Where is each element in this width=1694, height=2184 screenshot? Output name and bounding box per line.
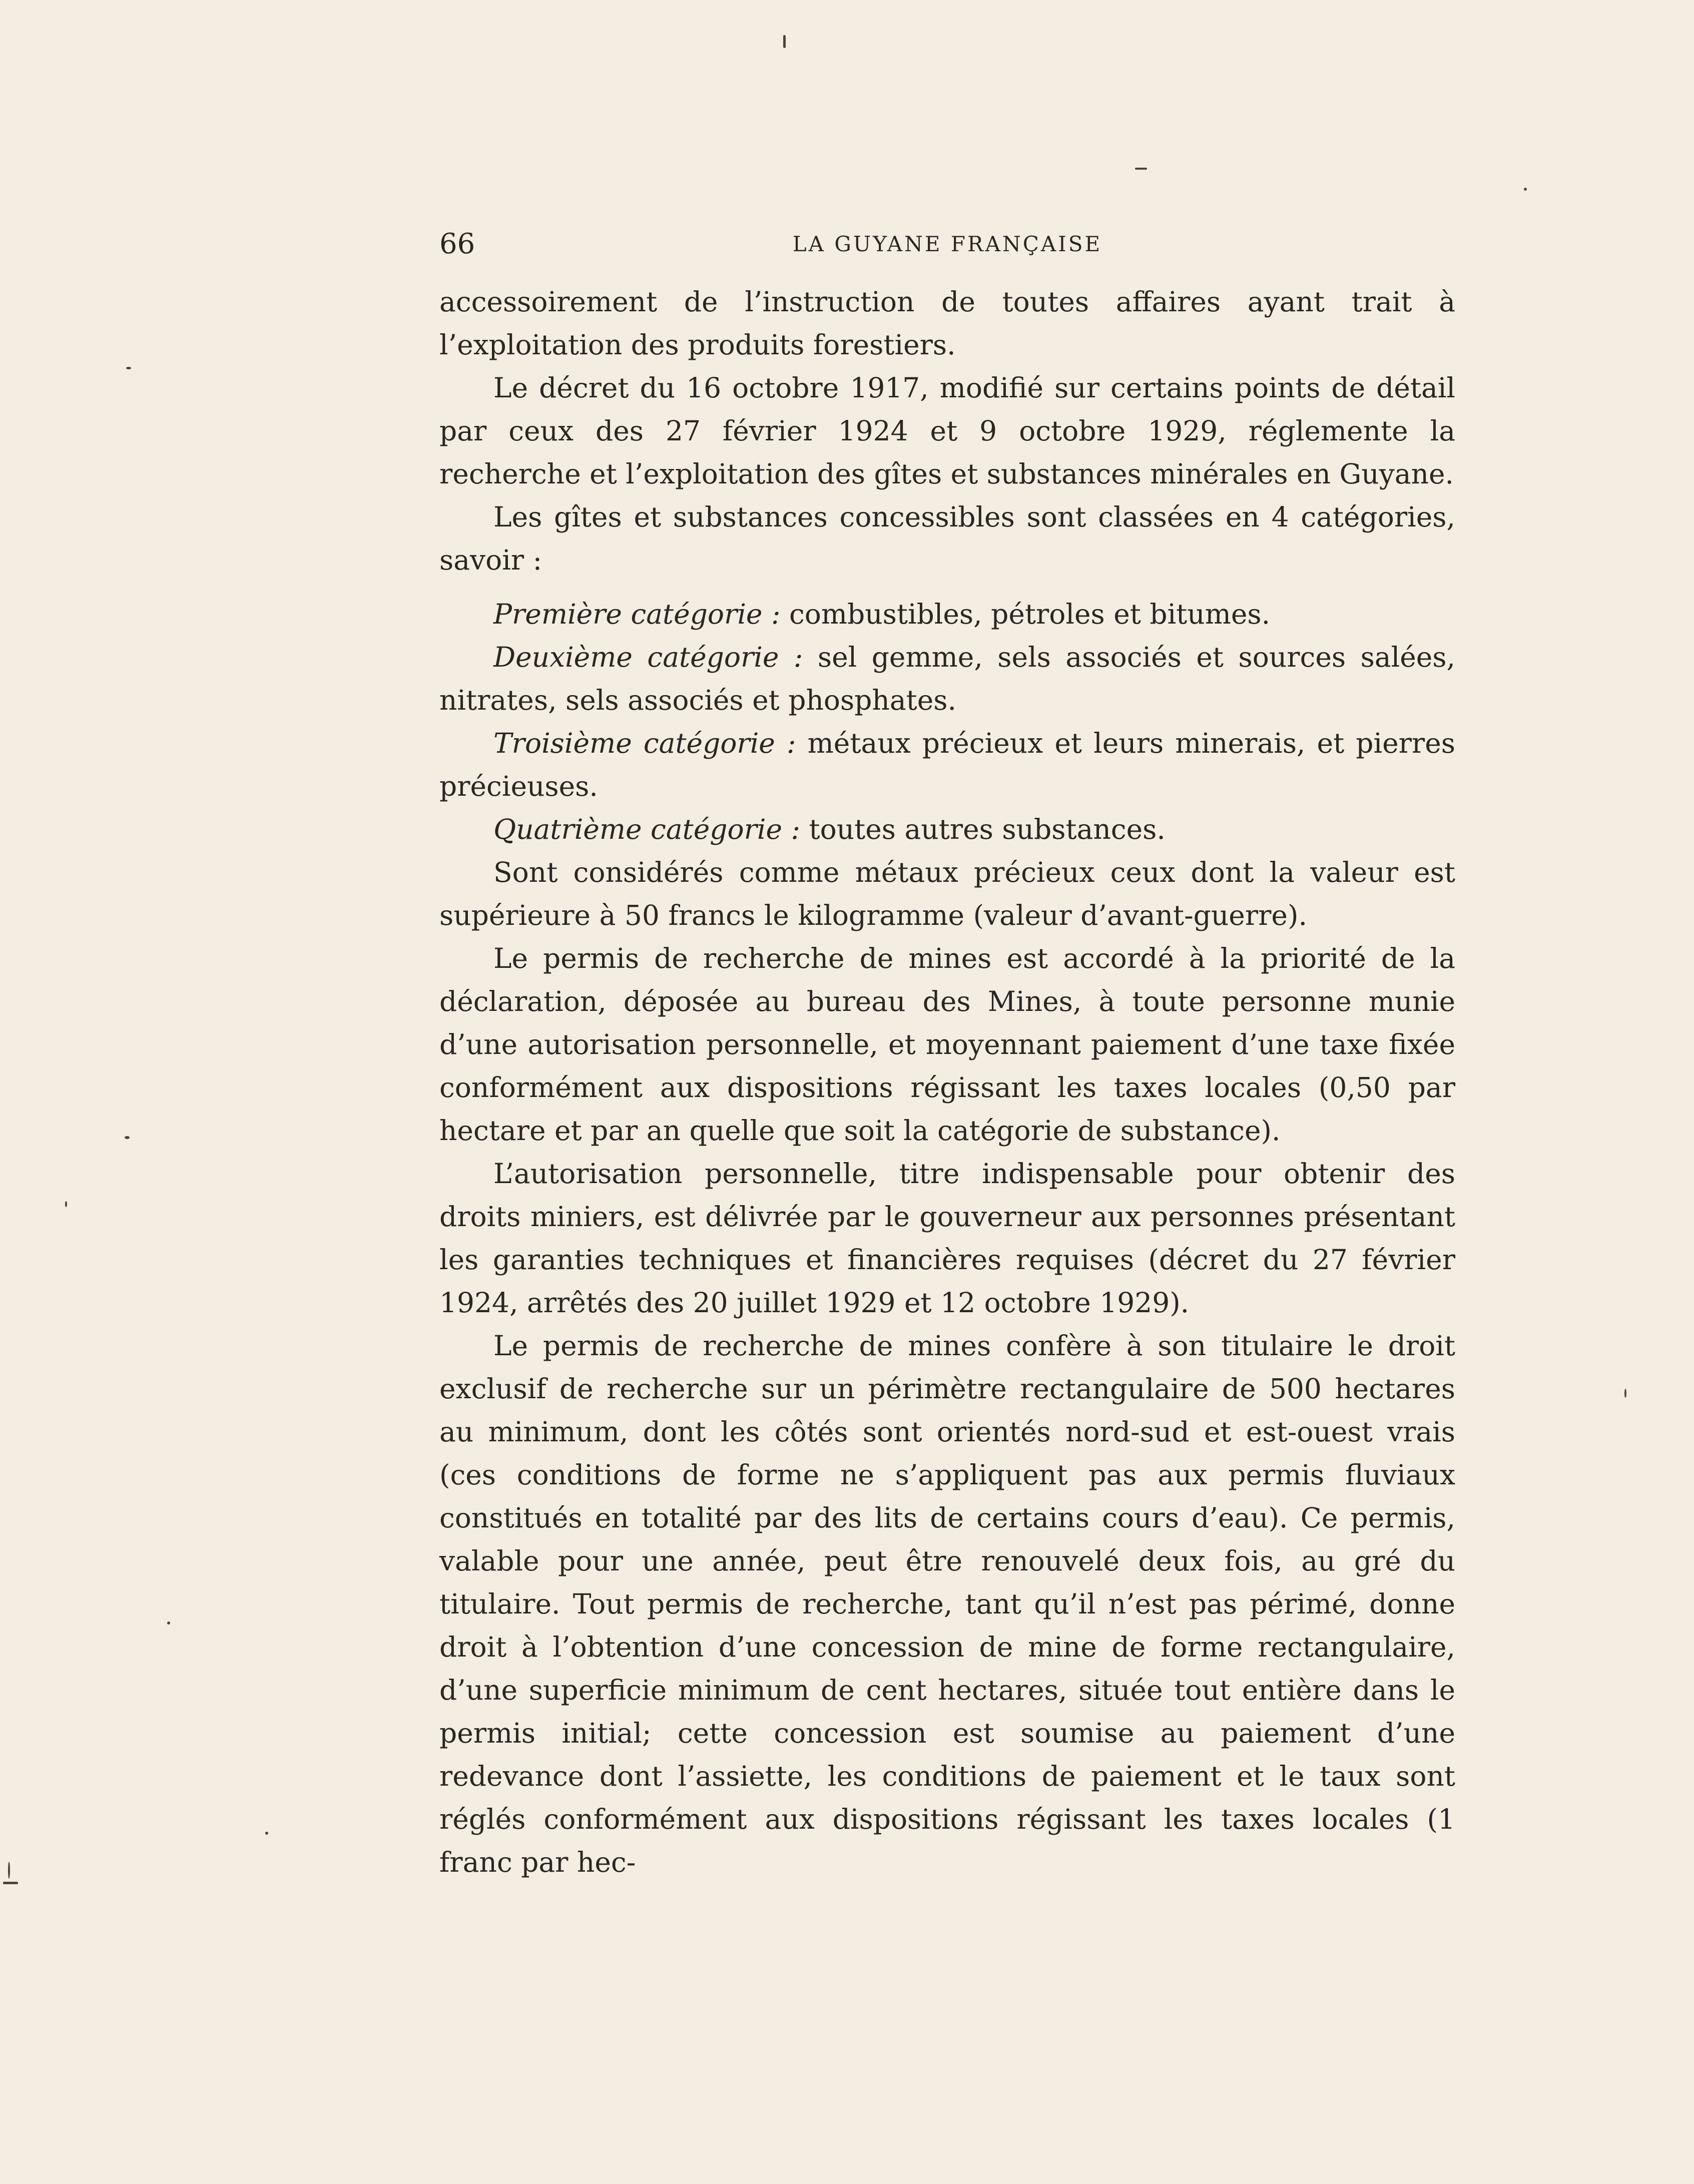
paper-speck	[1624, 1389, 1626, 1398]
paper-speck	[126, 367, 131, 369]
category-label: Troisième catégorie :	[493, 727, 796, 759]
category-item	[439, 593, 1455, 636]
category-item	[439, 636, 1455, 722]
paper-speck	[65, 1201, 67, 1207]
running-title: LA GUYANE FRANÇAISE	[792, 232, 1102, 256]
category-text: métaux précieux et leurs minerais, et pierres précieuses.	[439, 727, 1455, 802]
paragraph-authorization: L’autorisation personnelle, titre indispensable pour obtenir des droits miniers, est délivrée par le gouverneur aux personnes présentant les garanties techniques et financières requises (décret du 27 février 1924, arrêtés des 20 juillet 1929 et 12 octobre 1929).	[439, 1158, 1455, 1319]
page-header	[439, 224, 1455, 264]
paper-speck	[3, 1882, 18, 1884]
paper-speck	[167, 1621, 170, 1624]
paragraph-precious-metals: Sont considérés comme métaux précieux ceux dont la valeur est supérieure à 50 francs le kilogramme (valeur d’avant-guerre).	[439, 856, 1455, 931]
page-number: 66	[439, 228, 475, 260]
paper-speck	[8, 1862, 10, 1879]
paragraph-continued: accessoirement de l’instruction de toutes affaires ayant trait à l’exploitation des produits forestiers.	[439, 286, 1455, 361]
paper-speck	[1524, 188, 1527, 191]
paper-speck	[125, 1136, 130, 1139]
category-item	[439, 808, 1455, 851]
paragraph-permit: Le permis de recherche de mines est accordé à la priorité de la déclaration, déposée au bureau des Mines, à toute personne munie d’une autorisation personnelle, et moyennant paiement d’une taxe fixée conformément aux dispositions régissant les taxes locales (0,50 par hectare et par an quelle que soit la catégorie de substance).	[439, 942, 1455, 1147]
paragraph-decree: Le décret du 16 octobre 1917, modifié sur certains points de détail par ceux des 27 février 1924 et 9 octobre 1929, réglemente la recherche et l’exploitation des gîtes et substances minérales en Guyane.	[439, 372, 1455, 490]
paper-speck	[265, 1832, 268, 1835]
paragraph-categories-intro: Les gîtes et substances concessibles sont classées en 4 catégories, savoir :	[439, 501, 1455, 576]
paragraph-permit-rights: Le permis de recherche de mines confère à son titulaire le droit exclusif de recherche sur un périmètre rectangulaire de 500 hectares au minimum, dont les côtés sont orientés nord-sud et est-ouest vrais (ces conditions de forme ne s’appliquent pas aux permis fluviaux constitués en totalité par des lits de certains cours d’eau). Ce permis, valable pour une année, peut être renouvelé deux fois, au gré du titulaire. Tout permis de recherche, tant qu’il n’est pas périmé, donne droit à l’obtention d’une concession de mine de forme rectangulaire, d’une superficie minimum de cent hectares, située tout entière dans le permis initial; cette concession est soumise au paiement d’une redevance dont l’assiette, les conditions de paiement et le taux sont réglés conformément aux dispositions régissant les taxes locales (1 franc par hec-	[439, 1330, 1455, 1878]
category-label: Deuxième catégorie :	[493, 641, 803, 673]
body-text	[439, 280, 1455, 1884]
category-label: Quatrième catégorie :	[493, 813, 801, 845]
category-text: sel gemme, sels associés et sources salées, nitrates, sels associés et phosphates.	[439, 641, 1455, 716]
category-text: toutes autres substances.	[809, 813, 1166, 845]
category-label: Première catégorie :	[493, 598, 781, 630]
paper-speck	[1135, 168, 1147, 170]
category-item	[439, 722, 1455, 808]
paper-speck	[783, 35, 786, 48]
category-text: combustibles, pétroles et bitumes.	[789, 598, 1271, 630]
